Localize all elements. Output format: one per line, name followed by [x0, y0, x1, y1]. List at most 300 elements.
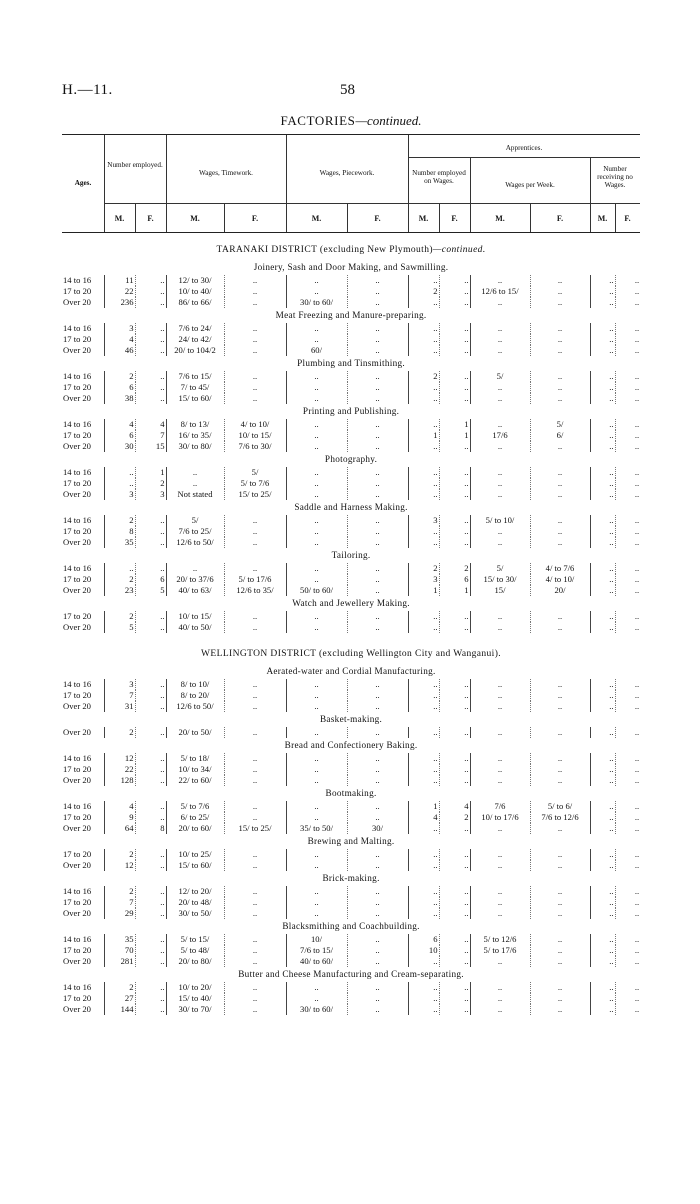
- timework-f-cell: 10/ to 15/: [224, 430, 286, 441]
- appr-nowage-m-cell: ..: [590, 467, 615, 478]
- appr-num-f-cell: ..: [439, 993, 470, 1004]
- timework-f-cell: ..: [224, 727, 286, 738]
- age-cell: Over 20: [63, 823, 91, 833]
- piecework-m-cell: 7/6 to 15/: [286, 945, 347, 956]
- appr-wage-f-cell: 20/: [530, 585, 590, 596]
- piecework-m-cell: ..: [286, 679, 347, 690]
- appr-num-f-cell: ..: [439, 849, 470, 860]
- appr-nowage-f-cell: ..: [615, 982, 640, 993]
- appr-nowage-m-cell: ..: [590, 393, 615, 404]
- header-apprentices: Apprentices.: [505, 144, 543, 152]
- timework-f-cell: ..: [224, 393, 286, 404]
- employed-m-cell: 29: [104, 908, 135, 919]
- appr-wage-m-cell: ..: [470, 690, 530, 701]
- appr-wage-f-cell: ..: [530, 956, 590, 967]
- appr-num-m-cell: 2: [408, 371, 439, 382]
- section-heading-text: Blacksmithing and Coachbuilding.: [282, 921, 420, 931]
- appr-num-f-cell: ..: [439, 690, 470, 701]
- table-row: [62, 945, 640, 956]
- piecework-m-cell: ..: [286, 441, 347, 452]
- piecework-f-cell: ..: [347, 934, 408, 945]
- appr-wage-m-cell: ..: [470, 382, 530, 393]
- timework-f-cell: ..: [224, 345, 286, 356]
- section-heading-row: [62, 452, 640, 467]
- table-row: [62, 860, 640, 871]
- table-row: [62, 727, 640, 738]
- employed-m-cell: 46: [104, 345, 135, 356]
- piecework-m-cell: ..: [286, 908, 347, 919]
- appr-nowage-m-cell: ..: [590, 775, 615, 786]
- piecework-m-cell: 50/ to 60/: [286, 585, 347, 596]
- appr-wage-f-cell: ..: [530, 934, 590, 945]
- piecework-m-cell: ..: [286, 611, 347, 622]
- table-row: [62, 393, 640, 404]
- piecework-f-cell: ..: [347, 467, 408, 478]
- district-heading-row: [62, 240, 640, 260]
- piecework-m-cell: ..: [286, 371, 347, 382]
- appr-nowage-f-cell: ..: [615, 775, 640, 786]
- appr-nowage-m-cell: ..: [590, 860, 615, 871]
- employed-m-cell: 8: [104, 526, 135, 537]
- appr-num-f-cell: 2: [439, 812, 470, 823]
- appr-nowage-f-cell: ..: [615, 945, 640, 956]
- timework-m-cell: 30/ to 70/: [166, 1004, 224, 1015]
- table-header: [62, 134, 640, 233]
- employed-m-cell: 6: [104, 430, 135, 441]
- section-heading-row: [62, 967, 640, 982]
- table-row: [62, 585, 640, 596]
- employed-f-cell: ..: [135, 286, 166, 297]
- header-number-employed: Number employed.: [107, 161, 163, 169]
- appr-nowage-m-cell: ..: [590, 982, 615, 993]
- employed-f-cell: ..: [135, 849, 166, 860]
- employed-f-cell: ..: [135, 775, 166, 786]
- employed-f-cell: ..: [135, 345, 166, 356]
- appr-wage-f-cell: 5/: [530, 419, 590, 430]
- timework-m-cell: 8/ to 10/: [166, 679, 224, 690]
- appr-num-f-cell: ..: [439, 860, 470, 871]
- timework-f-cell: ..: [224, 982, 286, 993]
- appr-num-m-cell: ..: [408, 679, 439, 690]
- employed-f-cell: ..: [135, 812, 166, 823]
- timework-m-cell: ..: [166, 467, 224, 478]
- table-row: [62, 297, 640, 308]
- table-row: [62, 690, 640, 701]
- employed-m-cell: 12: [104, 860, 135, 871]
- piecework-m-cell: ..: [286, 801, 347, 812]
- piecework-m-cell: ..: [286, 515, 347, 526]
- appr-wage-m-cell: ..: [470, 393, 530, 404]
- employed-m-cell: ..: [104, 563, 135, 574]
- piecework-f-cell: ..: [347, 993, 408, 1004]
- employed-f-cell: ..: [135, 886, 166, 897]
- district-heading-text: TARANAKI DISTRICT (excluding New Plymouth): [216, 245, 433, 255]
- age-cell: 14 to 16: [63, 679, 92, 689]
- header-appr-num-f: F.: [451, 214, 458, 223]
- appr-num-m-cell: ..: [408, 297, 439, 308]
- section-heading-row: [62, 738, 640, 753]
- header-num-m: M.: [114, 214, 125, 223]
- appr-num-m-cell: ..: [408, 753, 439, 764]
- appr-nowage-f-cell: ..: [615, 764, 640, 775]
- employed-m-cell: 281: [104, 956, 135, 967]
- piecework-f-cell: ..: [347, 897, 408, 908]
- table-row: [62, 334, 640, 345]
- timework-m-cell: 22/ to 60/: [166, 775, 224, 786]
- appr-num-f-cell: ..: [439, 489, 470, 500]
- section-heading: [62, 356, 640, 371]
- timework-m-cell: 16/ to 35/: [166, 430, 224, 441]
- section-heading: [62, 871, 640, 886]
- section-heading-text: Basket-making.: [320, 714, 383, 724]
- employed-m-cell: 236: [104, 297, 135, 308]
- age-cell: 17 to 20: [63, 526, 92, 536]
- appr-nowage-m-cell: ..: [590, 515, 615, 526]
- piecework-m-cell: ..: [286, 563, 347, 574]
- appr-wage-f-cell: ..: [530, 701, 590, 712]
- appr-wage-f-cell: ..: [530, 393, 590, 404]
- employed-f-cell: ..: [135, 526, 166, 537]
- section-heading-row: [62, 871, 640, 886]
- appr-nowage-m-cell: ..: [590, 563, 615, 574]
- timework-f-cell: ..: [224, 812, 286, 823]
- timework-m-cell: 5/ to 18/: [166, 753, 224, 764]
- employed-f-cell: 1: [135, 467, 166, 478]
- appr-num-m-cell: ..: [408, 467, 439, 478]
- header-wages-piecework: Wages, Piecework.: [319, 169, 375, 177]
- appr-nowage-f-cell: ..: [615, 345, 640, 356]
- appr-wage-f-cell: 4/ to 7/6: [530, 563, 590, 574]
- piecework-f-cell: ..: [347, 775, 408, 786]
- employed-f-cell: ..: [135, 515, 166, 526]
- header-appr-number: Number employed on Wages.: [412, 169, 466, 185]
- district-heading: [62, 644, 640, 664]
- employed-f-cell: ..: [135, 393, 166, 404]
- appr-nowage-f-cell: ..: [615, 679, 640, 690]
- timework-f-cell: ..: [224, 945, 286, 956]
- appr-nowage-m-cell: ..: [590, 764, 615, 775]
- timework-f-cell: ..: [224, 993, 286, 1004]
- appr-wage-f-cell: ..: [530, 297, 590, 308]
- district-heading-row: [62, 644, 640, 664]
- appr-num-m-cell: ..: [408, 823, 439, 834]
- employed-f-cell: 7: [135, 430, 166, 441]
- appr-num-m-cell: 3: [408, 515, 439, 526]
- appr-nowage-m-cell: ..: [590, 441, 615, 452]
- timework-f-cell: ..: [224, 563, 286, 574]
- piecework-f-cell: ..: [347, 622, 408, 633]
- piecework-f-cell: ..: [347, 526, 408, 537]
- appr-wage-f-cell: ..: [530, 489, 590, 500]
- appr-num-f-cell: ..: [439, 441, 470, 452]
- piecework-m-cell: ..: [286, 574, 347, 585]
- timework-f-cell: ..: [224, 886, 286, 897]
- appr-nowage-f-cell: ..: [615, 934, 640, 945]
- age-cell: 14 to 16: [63, 515, 92, 525]
- age-cell: Over 20: [63, 860, 91, 870]
- appr-wage-m-cell: 7/6: [470, 801, 530, 812]
- timework-m-cell: 15/ to 60/: [166, 393, 224, 404]
- timework-f-cell: 5/ to 17/6: [224, 574, 286, 585]
- appr-wage-f-cell: ..: [530, 622, 590, 633]
- appr-num-m-cell: ..: [408, 993, 439, 1004]
- appr-num-f-cell: ..: [439, 297, 470, 308]
- appr-num-m-cell: 6: [408, 934, 439, 945]
- age-cell: Over 20: [63, 1004, 91, 1014]
- section-heading-row: [62, 260, 640, 275]
- appr-num-f-cell: ..: [439, 345, 470, 356]
- appr-num-f-cell: ..: [439, 1004, 470, 1015]
- piecework-m-cell: 30/ to 60/: [286, 297, 347, 308]
- piecework-f-cell: ..: [347, 701, 408, 712]
- header-time-f: F.: [251, 214, 259, 223]
- timework-m-cell: ..: [166, 478, 224, 489]
- timework-f-cell: ..: [224, 297, 286, 308]
- section-heading-row: [62, 712, 640, 727]
- appr-num-f-cell: 1: [439, 419, 470, 430]
- employed-f-cell: ..: [135, 679, 166, 690]
- appr-num-f-cell: 1: [439, 585, 470, 596]
- section-heading-text: Photography.: [324, 454, 378, 464]
- appr-num-m-cell: ..: [408, 849, 439, 860]
- employed-m-cell: 144: [104, 1004, 135, 1015]
- appr-nowage-m-cell: ..: [590, 701, 615, 712]
- employed-f-cell: 4: [135, 419, 166, 430]
- appr-nowage-f-cell: ..: [615, 585, 640, 596]
- timework-m-cell: 10/ to 25/: [166, 849, 224, 860]
- appr-wage-m-cell: ..: [470, 297, 530, 308]
- appr-nowage-m-cell: ..: [590, 934, 615, 945]
- timework-f-cell: ..: [224, 1004, 286, 1015]
- appr-num-m-cell: ..: [408, 419, 439, 430]
- piecework-m-cell: ..: [286, 323, 347, 334]
- appr-nowage-m-cell: ..: [590, 823, 615, 834]
- table-row: [62, 823, 640, 834]
- appr-nowage-m-cell: ..: [590, 489, 615, 500]
- appr-nowage-f-cell: ..: [615, 467, 640, 478]
- appr-nowage-m-cell: ..: [590, 419, 615, 430]
- district-heading-suffix: —continued.: [432, 245, 486, 255]
- piecework-m-cell: ..: [286, 849, 347, 860]
- appr-wage-f-cell: ..: [530, 908, 590, 919]
- table-row: [62, 934, 640, 945]
- age-cell: 14 to 16: [63, 801, 92, 811]
- appr-nowage-f-cell: ..: [615, 701, 640, 712]
- piecework-m-cell: ..: [286, 982, 347, 993]
- appr-num-m-cell: ..: [408, 690, 439, 701]
- appr-wage-f-cell: ..: [530, 982, 590, 993]
- appr-nowage-f-cell: ..: [615, 537, 640, 548]
- section-heading: [62, 308, 640, 323]
- appr-nowage-m-cell: ..: [590, 849, 615, 860]
- section-heading-row: [62, 919, 640, 934]
- header-appr-wages: Wages per Week.: [505, 181, 555, 189]
- piecework-f-cell: ..: [347, 323, 408, 334]
- section-heading-row: [62, 786, 640, 801]
- timework-f-cell: ..: [224, 860, 286, 871]
- employed-f-cell: ..: [135, 753, 166, 764]
- piecework-m-cell: ..: [286, 419, 347, 430]
- age-cell: 17 to 20: [63, 945, 92, 955]
- appr-num-m-cell: ..: [408, 526, 439, 537]
- age-cell: 17 to 20: [63, 897, 92, 907]
- appr-nowage-m-cell: ..: [590, 382, 615, 393]
- section-heading-text: Plumbing and Tinsmithing.: [297, 358, 405, 368]
- piecework-f-cell: ..: [347, 945, 408, 956]
- appr-num-m-cell: ..: [408, 701, 439, 712]
- piecework-f-cell: ..: [347, 753, 408, 764]
- appr-wage-f-cell: ..: [530, 897, 590, 908]
- employed-m-cell: 3: [104, 489, 135, 500]
- appr-nowage-f-cell: ..: [615, 323, 640, 334]
- appr-num-f-cell: 2: [439, 563, 470, 574]
- appr-num-f-cell: ..: [439, 393, 470, 404]
- appr-nowage-f-cell: ..: [615, 611, 640, 622]
- timework-f-cell: ..: [224, 849, 286, 860]
- age-cell: 14 to 16: [63, 934, 92, 944]
- timework-m-cell: 20/ to 104/2: [166, 345, 224, 356]
- employed-f-cell: 6: [135, 574, 166, 585]
- table-row: [62, 430, 640, 441]
- appr-wage-m-cell: ..: [470, 897, 530, 908]
- piecework-f-cell: ..: [347, 908, 408, 919]
- header-ages: Ages.: [74, 179, 92, 187]
- employed-m-cell: 2: [104, 574, 135, 585]
- age-cell: Over 20: [63, 956, 91, 966]
- timework-f-cell: ..: [224, 701, 286, 712]
- timework-f-cell: ..: [224, 908, 286, 919]
- timework-f-cell: ..: [224, 526, 286, 537]
- timework-m-cell: 5/ to 15/: [166, 934, 224, 945]
- appr-nowage-m-cell: ..: [590, 574, 615, 585]
- timework-m-cell: 20/ to 60/: [166, 823, 224, 834]
- appr-num-m-cell: ..: [408, 886, 439, 897]
- employed-f-cell: ..: [135, 334, 166, 345]
- page-header: [62, 82, 642, 102]
- appr-wage-m-cell: 5/ to 10/: [470, 515, 530, 526]
- piecework-m-cell: ..: [286, 286, 347, 297]
- appr-nowage-f-cell: ..: [615, 801, 640, 812]
- timework-m-cell: 20/ to 48/: [166, 897, 224, 908]
- employed-f-cell: ..: [135, 956, 166, 967]
- piecework-f-cell: ..: [347, 849, 408, 860]
- piecework-f-cell: ..: [347, 956, 408, 967]
- appr-nowage-m-cell: ..: [590, 945, 615, 956]
- table-row: [62, 956, 640, 967]
- section-heading: [62, 260, 640, 275]
- timework-f-cell: 7/6 to 30/: [224, 441, 286, 452]
- age-cell: Over 20: [63, 345, 91, 355]
- appr-nowage-f-cell: ..: [615, 371, 640, 382]
- table-row: [62, 849, 640, 860]
- employed-m-cell: 27: [104, 993, 135, 1004]
- table-row: [62, 574, 640, 585]
- timework-f-cell: 12/6 to 35/: [224, 585, 286, 596]
- appr-wage-m-cell: 5/: [470, 563, 530, 574]
- appr-wage-f-cell: ..: [530, 478, 590, 489]
- piecework-m-cell: ..: [286, 478, 347, 489]
- table-body: [62, 240, 640, 1015]
- section-heading-row: [62, 404, 640, 419]
- timework-f-cell: ..: [224, 679, 286, 690]
- age-cell: Over 20: [63, 701, 91, 711]
- appr-wage-m-cell: ..: [470, 753, 530, 764]
- appr-nowage-f-cell: ..: [615, 849, 640, 860]
- appr-wage-f-cell: ..: [530, 286, 590, 297]
- employed-f-cell: ..: [135, 897, 166, 908]
- timework-f-cell: ..: [224, 286, 286, 297]
- appr-nowage-f-cell: ..: [615, 393, 640, 404]
- appr-nowage-m-cell: ..: [590, 537, 615, 548]
- employed-m-cell: 5: [104, 622, 135, 633]
- section-heading: [62, 738, 640, 753]
- appr-wage-f-cell: ..: [530, 775, 590, 786]
- employed-m-cell: 3: [104, 679, 135, 690]
- timework-f-cell: 5/ to 7/6: [224, 478, 286, 489]
- appr-num-f-cell: ..: [439, 526, 470, 537]
- header-piece-m: M.: [311, 214, 322, 223]
- appr-num-f-cell: 1: [439, 430, 470, 441]
- employed-f-cell: ..: [135, 764, 166, 775]
- appr-nowage-f-cell: ..: [615, 727, 640, 738]
- appr-wage-f-cell: ..: [530, 886, 590, 897]
- appr-nowage-f-cell: ..: [615, 897, 640, 908]
- timework-f-cell: ..: [224, 764, 286, 775]
- employed-f-cell: ..: [135, 727, 166, 738]
- section-heading-text: Joinery, Sash and Door Making, and Sawmilling.: [253, 262, 449, 272]
- employed-f-cell: ..: [135, 701, 166, 712]
- appr-wage-f-cell: 7/6 to 12/6: [530, 812, 590, 823]
- timework-m-cell: 40/ to 63/: [166, 585, 224, 596]
- appr-nowage-m-cell: ..: [590, 323, 615, 334]
- section-heading-text: Tailoring.: [331, 550, 371, 560]
- appr-nowage-m-cell: ..: [590, 993, 615, 1004]
- timework-m-cell: 5/ to 48/: [166, 945, 224, 956]
- employed-f-cell: ..: [135, 908, 166, 919]
- appr-wage-m-cell: ..: [470, 727, 530, 738]
- appr-nowage-f-cell: ..: [615, 515, 640, 526]
- table-row: [62, 345, 640, 356]
- appr-wage-m-cell: ..: [470, 982, 530, 993]
- age-cell: 17 to 20: [63, 286, 92, 296]
- appr-num-m-cell: 2: [408, 286, 439, 297]
- appr-num-m-cell: ..: [408, 334, 439, 345]
- timework-m-cell: 7/6 to 15/: [166, 371, 224, 382]
- timework-f-cell: 15/ to 25/: [224, 823, 286, 834]
- appr-num-f-cell: ..: [439, 897, 470, 908]
- piecework-f-cell: ..: [347, 812, 408, 823]
- employed-f-cell: 8: [135, 823, 166, 834]
- appr-wage-m-cell: ..: [470, 441, 530, 452]
- appr-wage-f-cell: ..: [530, 334, 590, 345]
- age-cell: 17 to 20: [63, 611, 92, 621]
- employed-m-cell: 6: [104, 382, 135, 393]
- employed-f-cell: ..: [135, 945, 166, 956]
- appr-wage-m-cell: ..: [470, 345, 530, 356]
- appr-wage-m-cell: ..: [470, 1004, 530, 1015]
- employed-f-cell: ..: [135, 801, 166, 812]
- timework-m-cell: 12/ to 30/: [166, 275, 224, 286]
- section-heading: [62, 452, 640, 467]
- age-cell: Over 20: [63, 727, 91, 737]
- timework-m-cell: 7/ to 45/: [166, 382, 224, 393]
- section-heading-text: Brick-making.: [322, 873, 380, 883]
- section-heading-text: Butter and Cheese Manufacturing and Cream-separating.: [238, 969, 464, 979]
- piecework-m-cell: 60/: [286, 345, 347, 356]
- piecework-m-cell: ..: [286, 860, 347, 871]
- appr-num-f-cell: ..: [439, 515, 470, 526]
- table-row: [62, 275, 640, 286]
